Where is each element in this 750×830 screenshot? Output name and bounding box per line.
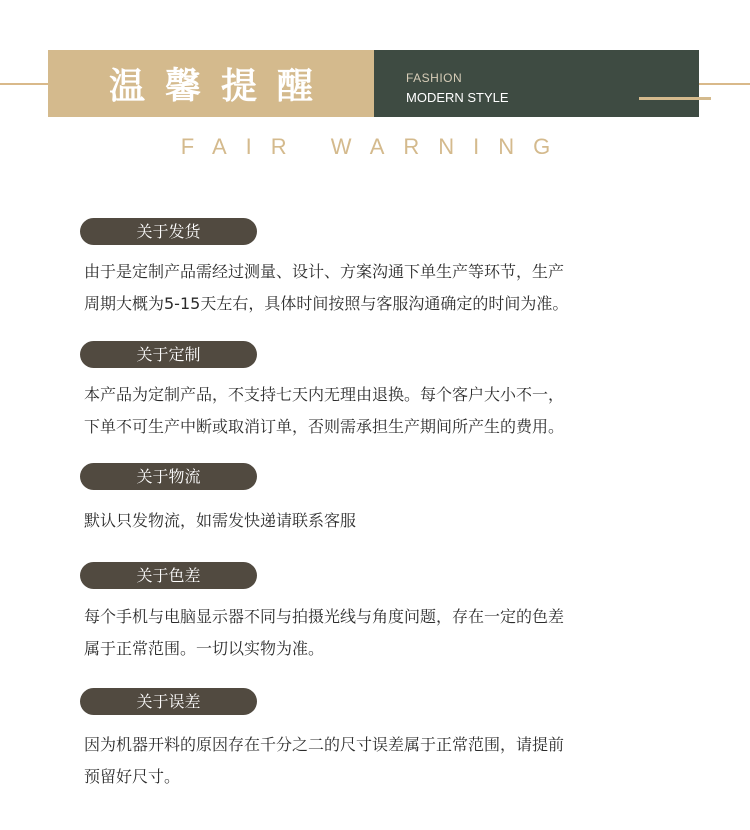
text-line: 周期大概为5-15天左右，具体时间按照与客服沟通确定的时间为准。	[84, 294, 569, 313]
section-text-custom	[84, 379, 664, 443]
text-line: 本产品为定制产品，不支持七天内无理由退换。每个客户大小不一，	[84, 385, 565, 404]
section-text-color-difference	[84, 601, 664, 665]
text-line: 每个手机与电脑显示器不同与拍摄光线与角度问题，存在一定的色差	[84, 607, 565, 626]
section-title-shipping: 关于发货	[80, 218, 257, 245]
text-line: 由于是定制产品需经过测量、设计、方案沟通下单生产等环节，生产	[84, 262, 565, 281]
left-decor-line	[0, 83, 48, 85]
banner-title-block	[48, 50, 374, 117]
section-text-logistics	[84, 505, 664, 537]
text-line: 因为机器开料的原因存在千分之二的尺寸误差属于正常范围，请提前	[84, 735, 565, 754]
text-line: 属于正常范围。一切以实物为准。	[84, 639, 325, 658]
banner-fashion-label: FASHION	[406, 71, 463, 85]
header-banner	[48, 50, 699, 117]
text-line: 默认只发物流，如需发快递请联系客服	[84, 511, 357, 530]
section-text-shipping	[84, 256, 664, 320]
fair-warning-subtitle: FAIR WARNING	[180, 134, 570, 159]
right-decor-line	[699, 83, 750, 85]
section-title-error: 关于误差	[80, 688, 257, 715]
section-title-custom: 关于定制	[80, 341, 257, 368]
banner-style-block	[374, 50, 699, 117]
text-line: 预留好尺寸。	[84, 767, 181, 786]
banner-modern-style-label: MODERN STYLE	[406, 90, 509, 105]
section-title-color-difference: 关于色差	[80, 562, 257, 589]
section-title-logistics: 关于物流	[80, 463, 257, 490]
text-line: 下单不可生产中断或取消订单，否则需承担生产期间所产生的费用。	[84, 417, 565, 436]
banner-title: 温馨提醒	[108, 66, 333, 107]
accent-bar	[639, 97, 711, 100]
section-text-error	[84, 729, 664, 793]
